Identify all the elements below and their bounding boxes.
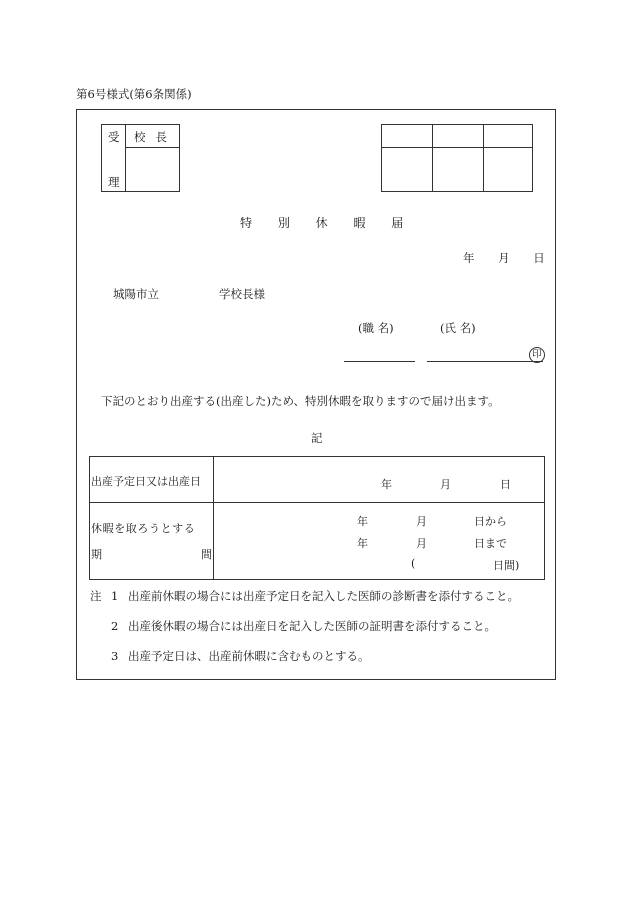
days-close: 日間) xyxy=(493,559,520,572)
note-head: 注 xyxy=(90,589,102,603)
leave-period-label: 休暇を取ろうとする xyxy=(91,522,196,535)
due-month: 月 xyxy=(440,478,451,491)
note-number: 2 xyxy=(111,619,119,633)
note-number: 1 xyxy=(111,589,119,603)
submission-date: 年 月 日 xyxy=(463,251,545,265)
form-reference: 第6号様式(第6条関係) xyxy=(76,87,192,101)
position-line xyxy=(344,361,415,362)
note-text: 出産後休暇の場合には出産日を記入した医師の証明書を添付すること。 xyxy=(128,619,496,633)
note-text: 出産予定日は、出産前休暇に含むものとする。 xyxy=(128,649,370,663)
name-label: (氏 名) xyxy=(440,321,476,335)
addressee-city: 城陽市立 xyxy=(113,287,159,301)
position-label: (職 名) xyxy=(358,321,394,335)
leave-period-label-2a: 期 xyxy=(91,548,102,561)
leave-info-table xyxy=(89,456,545,580)
principal-label: 校長 xyxy=(134,130,177,144)
to-day: 日まで xyxy=(474,537,507,550)
from-year: 年 xyxy=(357,515,368,528)
name-line xyxy=(427,361,543,362)
note-item xyxy=(111,618,496,634)
reception-label-top: 受 xyxy=(108,130,120,144)
approval-stamp-grid xyxy=(381,124,533,192)
due-day: 日 xyxy=(500,478,511,491)
to-year: 年 xyxy=(357,537,368,550)
leave-period-label-2b: 間 xyxy=(201,548,212,561)
declaration-text: 下記のとおり出産する(出産した)ため、特別休暇を取りますので届け出ます。 xyxy=(101,394,500,408)
note-item xyxy=(111,648,370,664)
from-day: 日から xyxy=(474,515,507,528)
addressee xyxy=(113,286,265,302)
document-title: 特 別 休 暇 届 xyxy=(240,216,404,230)
ki-label: 記 xyxy=(311,431,323,445)
reception-label-bottom: 理 xyxy=(108,175,120,189)
seal-mark: 印 xyxy=(529,347,545,363)
due-year: 年 xyxy=(381,478,392,491)
note-text: 出産前休暇の場合には出産予定日を記入した医師の診断書を添付すること。 xyxy=(128,589,519,603)
due-date-label: 出産予定日又は出産日 xyxy=(91,475,201,488)
from-month: 月 xyxy=(416,515,427,528)
to-month: 月 xyxy=(416,537,427,550)
reception-stamp-box xyxy=(101,124,180,192)
days-open: ( xyxy=(411,557,416,570)
addressee-head: 学校長様 xyxy=(219,287,265,301)
note-number: 3 xyxy=(111,649,119,663)
note-item xyxy=(90,588,519,604)
